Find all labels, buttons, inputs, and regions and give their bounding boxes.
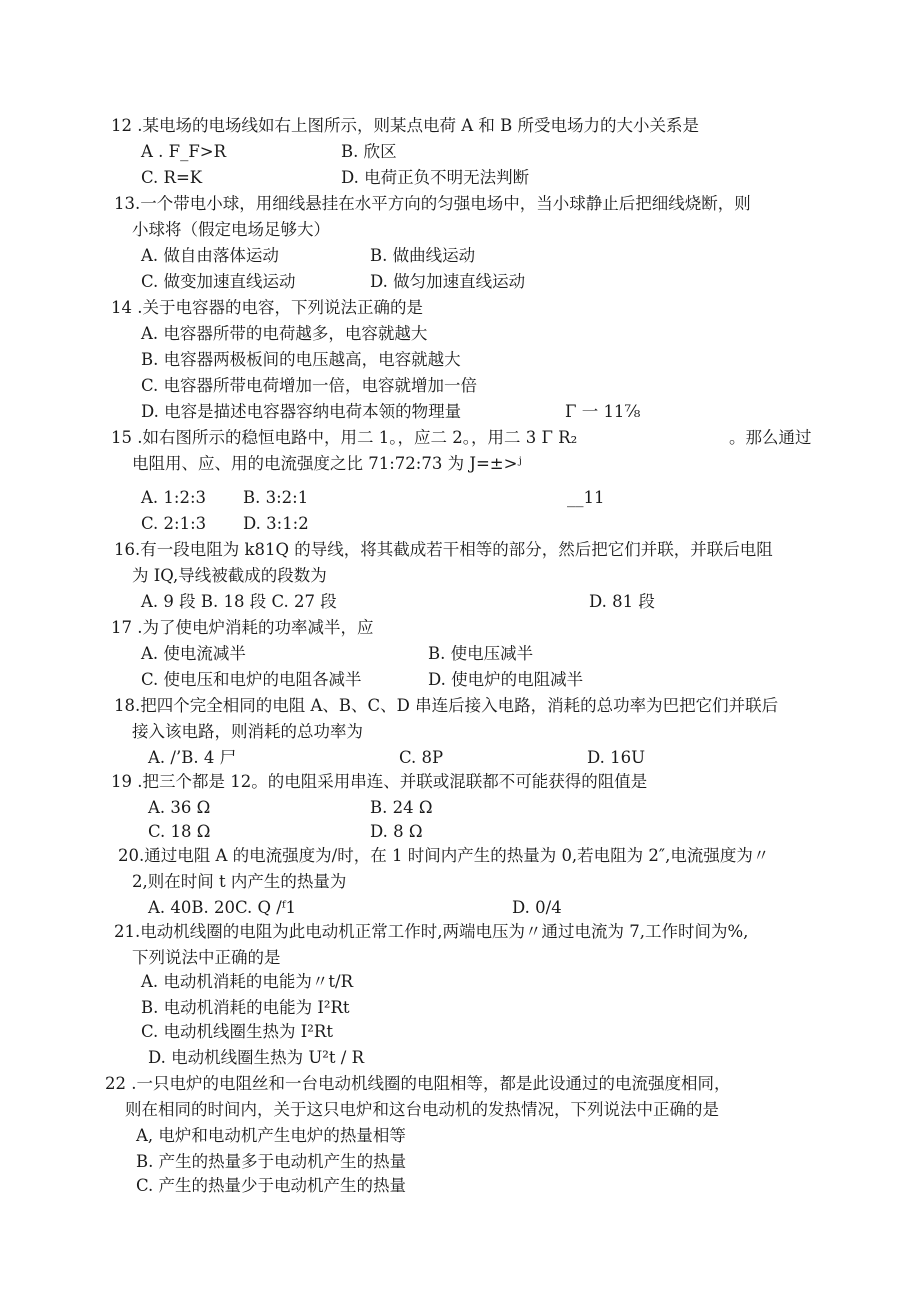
q12-option-b: B. 欣区 <box>341 142 397 161</box>
q17-option-a: A. 使电流减半 <box>141 644 246 663</box>
q15-option-d: D. 3:1:2 <box>243 514 309 533</box>
q21-option-c: C. 电动机线圈生热为 I²Rt <box>141 1022 333 1041</box>
q19-stem: 19 .把三个都是 12。的电阻采用串连、并联或混联都不可能获得的阻值是 <box>111 772 648 791</box>
figure-fragment-text: Γ 一 11⅞ <box>565 402 641 421</box>
q21-option-b: B. 电动机消耗的电能为 I²Rt <box>141 998 350 1017</box>
q19-option-d: D. 8 Ω <box>370 822 423 841</box>
q18-option-d: D. 16U <box>587 748 646 767</box>
q15-stem-line2: 电阻用、应、用的电流强度之比 71:72:73 为 J=±>ʲ <box>132 454 522 473</box>
q20-option-d: D. 0/4 <box>512 898 562 917</box>
q14-option-b: B. 电容器两极板间的电压越高，电容就越大 <box>141 350 461 369</box>
q16-stem-line2: 为 IQ,导线被截成的段数为 <box>132 566 327 585</box>
q18-stem-line2: 接入该电路，则消耗的总功率为 <box>132 722 363 741</box>
q13-option-d: D. 做匀加速直线运动 <box>370 272 526 291</box>
q18-options-ab: A. /’B. 4 尸 <box>148 748 237 767</box>
q13-stem-line1: 13.一个带电小球，用细线悬挂在水平方向的匀强电场中，当小球静止后把细线烧断，则 <box>114 194 751 213</box>
q15-stem-line1-end: 。那么通过 <box>729 428 812 447</box>
q22-option-c: C. 产生的热量少于电动机产生的热量 <box>136 1176 407 1195</box>
q19-option-b: B. 24 Ω <box>370 798 433 817</box>
q12-option-d: D. 电荷正负不明无法判断 <box>341 168 530 187</box>
q15-option-c: C. 2:1:3 <box>141 514 207 533</box>
q18-stem-line1: 18.把四个完全相同的电阻 A、B、C、D 串连后接入电路，消耗的总功率为巴把它们并联后 <box>114 696 779 715</box>
q17-stem: 17 .为了使电炉消耗的功率减半，应 <box>111 618 374 637</box>
q21-stem-line1: 21.电动机线圈的电阻为此电动机正常工作时,两端电压为〃通过电流为 7,工作时间为%, <box>114 922 749 941</box>
q19-option-c: C. 18 Ω <box>148 822 211 841</box>
q14-option-c: C. 电容器所带电荷增加一倍，电容就增加一倍 <box>141 376 478 395</box>
q15-option-b: B. 3:2:1 <box>243 488 309 507</box>
q13-stem-line2: 小球将（假定电场足够大） <box>132 220 330 239</box>
q20-stem-line1: 20.通过电阻 A 的电流强度为/时，在 1 时间内产生的热量为 0,若电阻为 2″,电流强度为〃 <box>118 846 770 865</box>
q16-options-abc: A. 9 段 B. 18 段 C. 27 段 <box>141 592 337 611</box>
q13-option-a: A. 做自由落体运动 <box>141 246 279 265</box>
q22-option-a: A, 电炉和电动机产生电炉的热量相等 <box>136 1126 406 1145</box>
q19-option-a: A. 36 Ω <box>148 798 211 817</box>
q21-stem-line2: 下列说法中正确的是 <box>132 948 281 967</box>
q18-option-c: C. 8P <box>399 748 444 767</box>
q14-option-d: D. 电容是描述电容器容纳电荷本领的物理量 <box>141 402 462 421</box>
q22-option-b: B. 产生的热量多于电动机产生的热量 <box>136 1152 407 1171</box>
q22-stem-line2: 则在相同的时间内，关于这只电炉和这台电动机的发热情况，下列说法中正确的是 <box>125 1100 719 1119</box>
figure-fragment-label: __11 <box>567 488 605 507</box>
q15-stem-line1: 15 .如右图所示的稳恒电路中，用二 1。，应二 2。，用二 3 Γ R₂ <box>111 428 578 447</box>
q16-option-d: D. 81 段 <box>589 592 655 611</box>
q21-option-a: A. 电动机消耗的电能为〃t/R <box>141 972 354 991</box>
q17-option-d: D. 使电炉的电阻减半 <box>428 670 584 689</box>
q17-option-c: C. 使电压和电炉的电阻各减半 <box>141 670 362 689</box>
q12-stem: 12 .某电场的电场线如右上图所示，则某点电荷 A 和 B 所受电场力的大小关系是 <box>111 116 700 135</box>
q13-option-c: C. 做变加速直线运动 <box>141 272 296 291</box>
q20-stem-line2: 2,则在时间 t 内产生的热量为 <box>132 872 347 891</box>
q13-option-b: B. 做曲线运动 <box>370 246 476 265</box>
q20-options-abc: A. 40B. 20C. Q /ᶠ1 <box>148 898 297 917</box>
q21-option-d: D. 电动机线圈生热为 U²t / R <box>148 1048 364 1067</box>
q17-option-b: B. 使电压减半 <box>428 644 534 663</box>
q12-option-c: C. R=K <box>141 168 203 187</box>
q12-option-a: A . F_F>R <box>141 142 227 161</box>
q15-option-a: A. 1:2:3 <box>141 488 207 507</box>
q22-stem-line1: 22 .一只电炉的电阻丝和一台电动机线圈的电阻相等，都是此设通过的电流强度相同， <box>105 1074 731 1093</box>
q14-option-a: A. 电容器所带的电荷越多，电容就越大 <box>141 324 428 343</box>
q16-stem-line1: 16.有一段电阻为 k81Q 的导线，将其截成若干相等的部分，然后把它们并联，并联后电阻 <box>114 540 773 559</box>
q14-stem: 14 .关于电容器的电容，下列说法正确的是 <box>111 298 423 317</box>
